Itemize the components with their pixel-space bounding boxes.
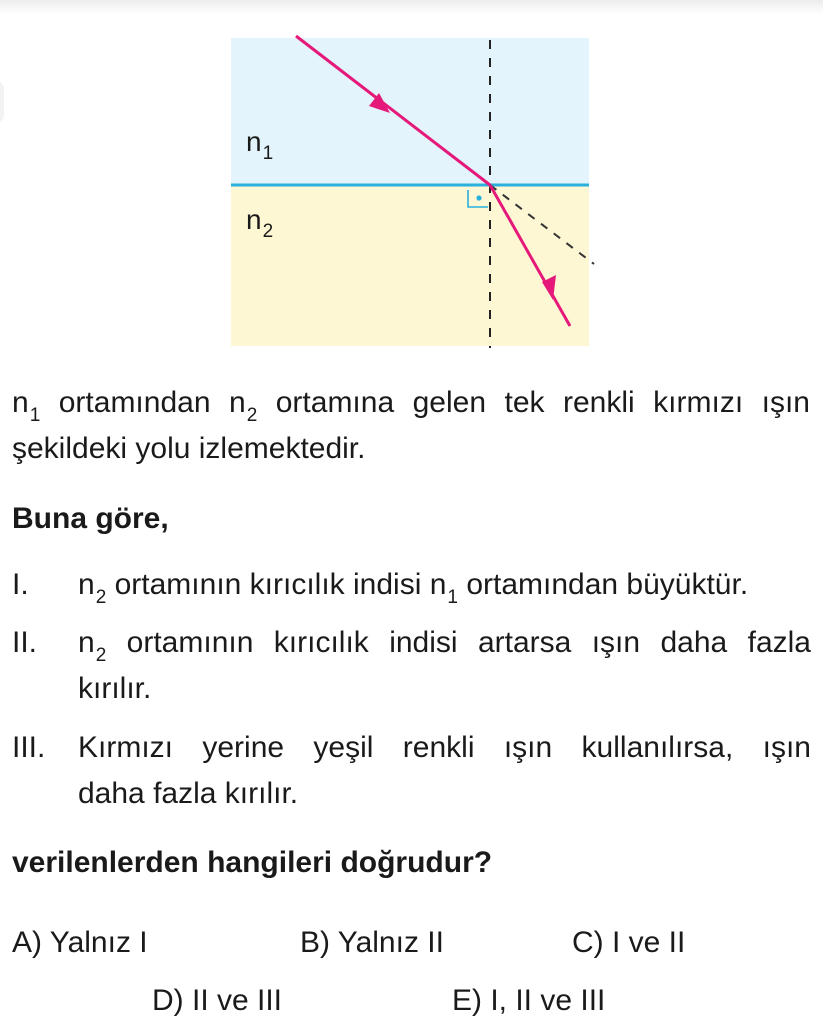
statement-2-continued: kırılır. (78, 672, 152, 705)
refraction-figure (0, 0, 823, 360)
choice-c[interactable]: C) I ve II (572, 926, 686, 959)
statement-3-number: III. (12, 731, 46, 764)
statement-3: Kırmızı yerine yeşil renkli ışın kullanılırsa, ışın (78, 731, 811, 764)
right-angle-dot (476, 195, 481, 200)
intro-line-2: şekildeki yolu izlemektedir. (12, 432, 366, 465)
choice-b[interactable]: B) Yalnız II (300, 926, 444, 959)
statement-2: $n_2$ ortamının kırıcılık indisi artarsa ışın daha fazla (78, 626, 811, 666)
intro-word: ortamından (58, 386, 211, 419)
intro-rest: ortamına gelen tek renkli kırmızı ışın (275, 386, 810, 419)
intro-line-1 (12, 386, 810, 424)
intro-n2: $n_2$ (229, 386, 258, 426)
lead-text: Buna göre, (12, 502, 169, 535)
question-prompt: verilenlerden hangileri doğrudur? (12, 846, 493, 879)
statement-2-number: II. (12, 626, 38, 659)
label-n2: $n_2$ (246, 204, 274, 242)
statement-1-number: I. (12, 568, 29, 601)
label-n1: $n_1$ (246, 126, 274, 164)
intro-n1: $n_1$ (12, 386, 41, 426)
statement-3-continued: daha fazla kırılır. (78, 777, 299, 810)
statement-1: $n_2$ ortamının kırıcılık indisi $n_1$ ortamından büyüktür. (78, 568, 749, 608)
choice-e[interactable]: E) I, II ve III (452, 984, 606, 1017)
medium-n1-region (231, 38, 589, 185)
choice-a[interactable]: A) Yalnız I (12, 926, 148, 959)
choice-d[interactable]: D) II ve III (152, 984, 283, 1017)
